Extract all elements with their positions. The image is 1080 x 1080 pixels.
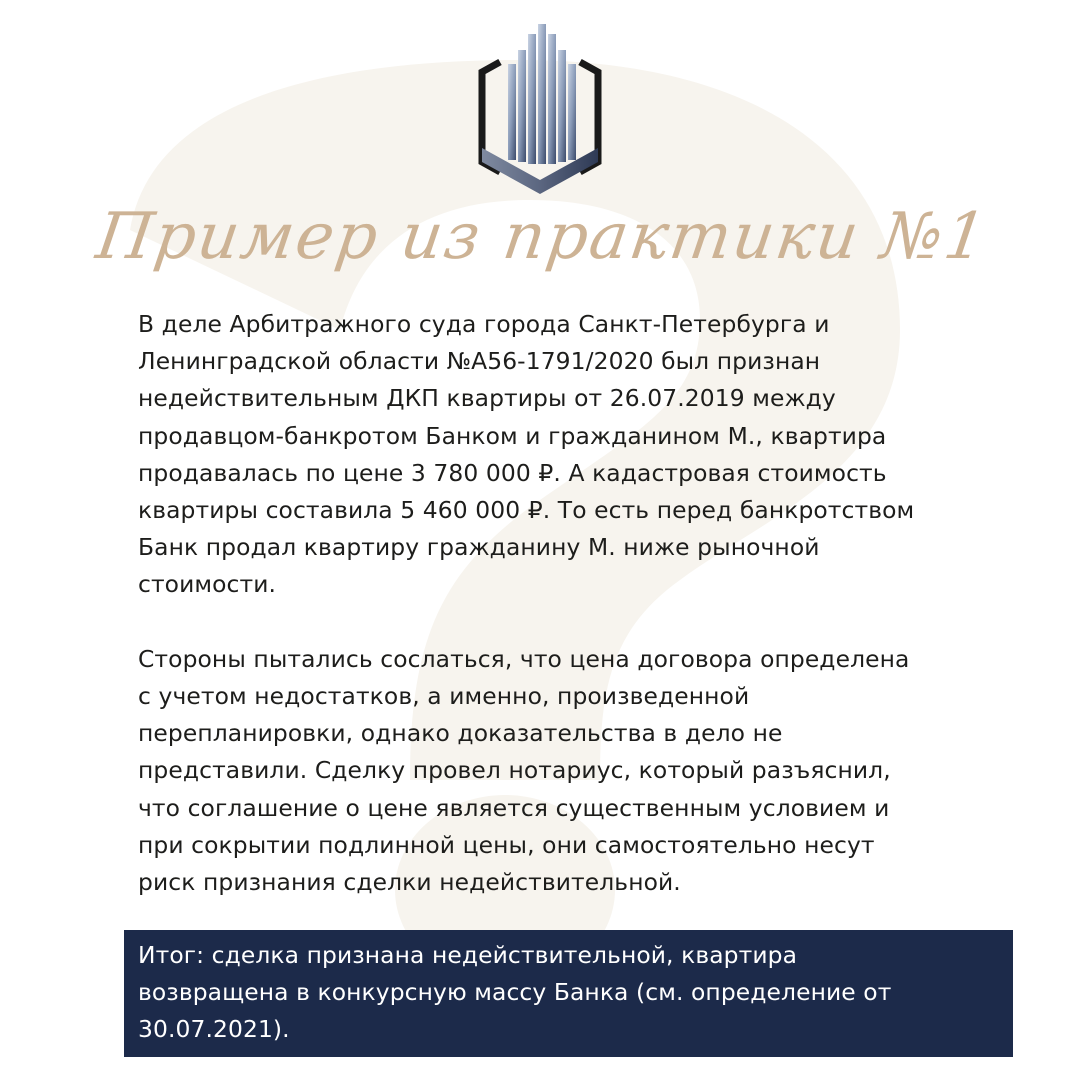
result-text: Итог: сделка признана недействительной, квартира возвращена в конкурсную массу Банка (см. определение от 30.07.2021).	[138, 941, 892, 1044]
page-title	[0, 196, 1080, 286]
result-box	[124, 930, 1013, 1057]
paragraph-parties-arguments: Стороны пытались сослаться, что цена договора определена с учетом недостатков, а именно, произведенной перепланировки, однако доказательства в дело не представили. Сделку провел нотариус, который разъяснил, что соглашение о цене является существенным условием и при сокрытии подлинной цены, они самостоятельно несут риск признания сделки недействительной.	[138, 644, 910, 897]
building-columns-logo-icon	[478, 22, 602, 196]
case-description	[138, 306, 1018, 901]
paragraph-case-facts: В деле Арбитражного суда города Санкт-Петербурга и Ленинградской области №А56-1791/2020 был признан недействительным ДКП квартиры от 26.07.2019 между продавцом-банкротом Банком и гражданином М., квартира продавалась по цене 3 780 000 ₽. А кадастровая стоимость квартиры составила 5 460 000 ₽. То есть перед банкротством Банк продал квартиру гражданину М. ниже рыночной стоимости.	[138, 310, 915, 599]
title-text: Пример из практики №1	[92, 199, 993, 274]
paragraph-gap	[138, 604, 1018, 641]
